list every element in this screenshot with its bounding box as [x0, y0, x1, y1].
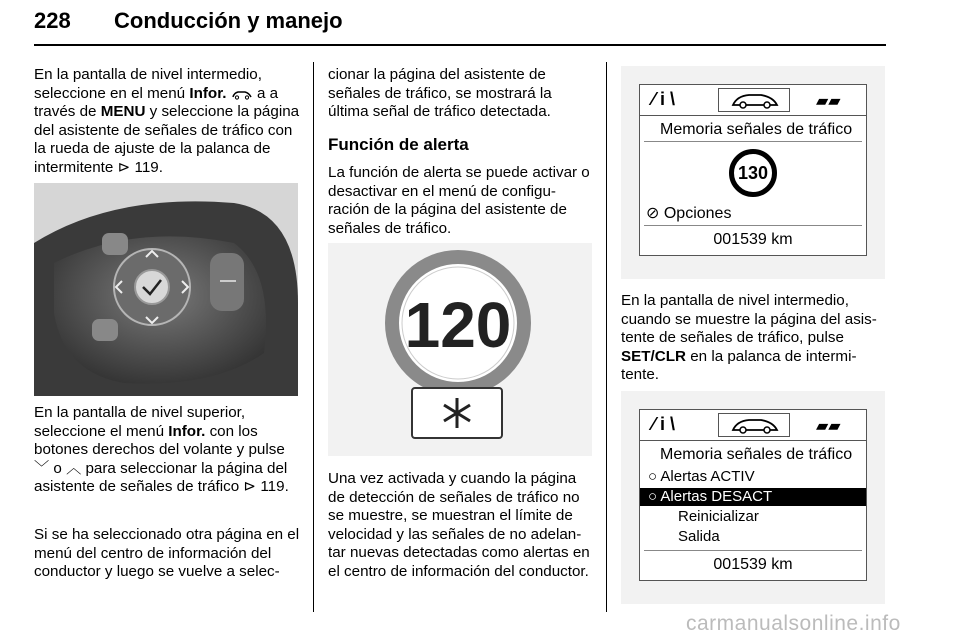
menu-item-alertas-activ[interactable]: ○ Alertas ACTIV	[648, 468, 755, 485]
page-ref-icon: ⊳	[243, 478, 257, 496]
display-figure-2	[621, 391, 885, 604]
display-figure-1	[621, 66, 885, 279]
page-ref-119[interactable]: 119.	[134, 158, 163, 176]
col1-paragraph-2: En la pantalla de nivel superior, seleccione el menú Infor. con los botones derechos del volante y pulse ﹀ o ︿ para seleccionar la página del asistente de señales de tráfico ⊳ 119.	[34, 404, 289, 496]
page-ref-119-b[interactable]: 119.	[260, 478, 289, 496]
display-title: Memoria señales de tráfico	[660, 121, 853, 138]
tab-car-icon	[718, 88, 790, 112]
col1-paragraph-3: Si se ha seleccionado otra página en el menú del centro de información del conductor y luego se vuelve a selec-	[34, 526, 300, 581]
col2-paragraph-2: La función de alerta se puede activar o desactivar en el menú de configu- ración de la página del asistente de señales de tráfico.	[328, 164, 590, 237]
column-divider-2	[606, 62, 607, 612]
tab-info-icon: ⁄ i \	[652, 89, 676, 109]
speed-limit-icon: 130	[729, 149, 777, 197]
column-divider-1	[313, 62, 314, 612]
menu-item-alertas-desact[interactable]: ○ Alertas DESACT	[640, 488, 866, 506]
menu-item-salida[interactable]: Salida	[678, 528, 720, 545]
footer-watermark: carmanualsonline.info	[686, 612, 901, 635]
menu-item-reinicializar[interactable]: Reinicializar	[678, 508, 759, 525]
col2-paragraph-1: cionar la página del asistente de señales de tráfico, se mostrará la última señal de tráfico detectada.	[328, 66, 552, 121]
chapter-title: Conducción y manejo	[114, 8, 343, 33]
tab-car-icon	[718, 413, 790, 437]
page-number: 228	[34, 8, 71, 33]
radio-icon: ○	[648, 468, 658, 485]
steering-wheel-figure	[34, 183, 298, 396]
chevron-up-icon: ︿	[66, 459, 82, 477]
display-tab-bar	[640, 85, 866, 116]
tab-sign-icon: ▰▰	[816, 93, 841, 110]
section-heading: Función de alerta	[328, 135, 469, 154]
header-rule	[34, 44, 886, 46]
check-icon: ⊘	[646, 205, 660, 222]
display-title: Memoria señales de tráfico	[660, 446, 853, 463]
options-item[interactable]: ⊘ Opciones	[646, 205, 732, 222]
radio-icon: ○	[648, 488, 658, 505]
cluster-display-menu	[639, 409, 867, 581]
car-icon	[231, 88, 253, 100]
chevron-down-icon: ﹀	[34, 459, 50, 477]
odometer: 001539 km	[713, 231, 793, 248]
col2-paragraph-3: Una vez activada y cuando la página de detección de señales de tráfico no se muestre, se muestran el límite de velocidad y las señales de no adelan- tar nuevas detectadas como alertas en el centro de información del conductor.	[328, 470, 590, 580]
speed-sign-value: 120	[404, 289, 512, 361]
odometer: 001539 km	[713, 556, 793, 573]
page-ref-icon: ⊳	[117, 158, 131, 176]
col3-paragraph-1: En la pantalla de nivel intermedio, cuando se muestre la página del asis- tente de señales de tráfico, pulse SET/CLR en la palanca de intermi- tente.	[621, 292, 877, 384]
tab-info-icon: ⁄ i \	[652, 414, 676, 434]
tab-sign-icon: ▰▰	[816, 418, 841, 435]
col1-paragraph-1: En la pantalla de nivel intermedio, seleccione en el menú Infor. a a través de MENU y seleccione la página del asistente de señales de tráfico con la rueda de ajuste de la palanca de intermitente ⊳ 119.	[34, 66, 300, 176]
cluster-display	[639, 84, 867, 256]
speed-sign-figure	[328, 243, 592, 456]
